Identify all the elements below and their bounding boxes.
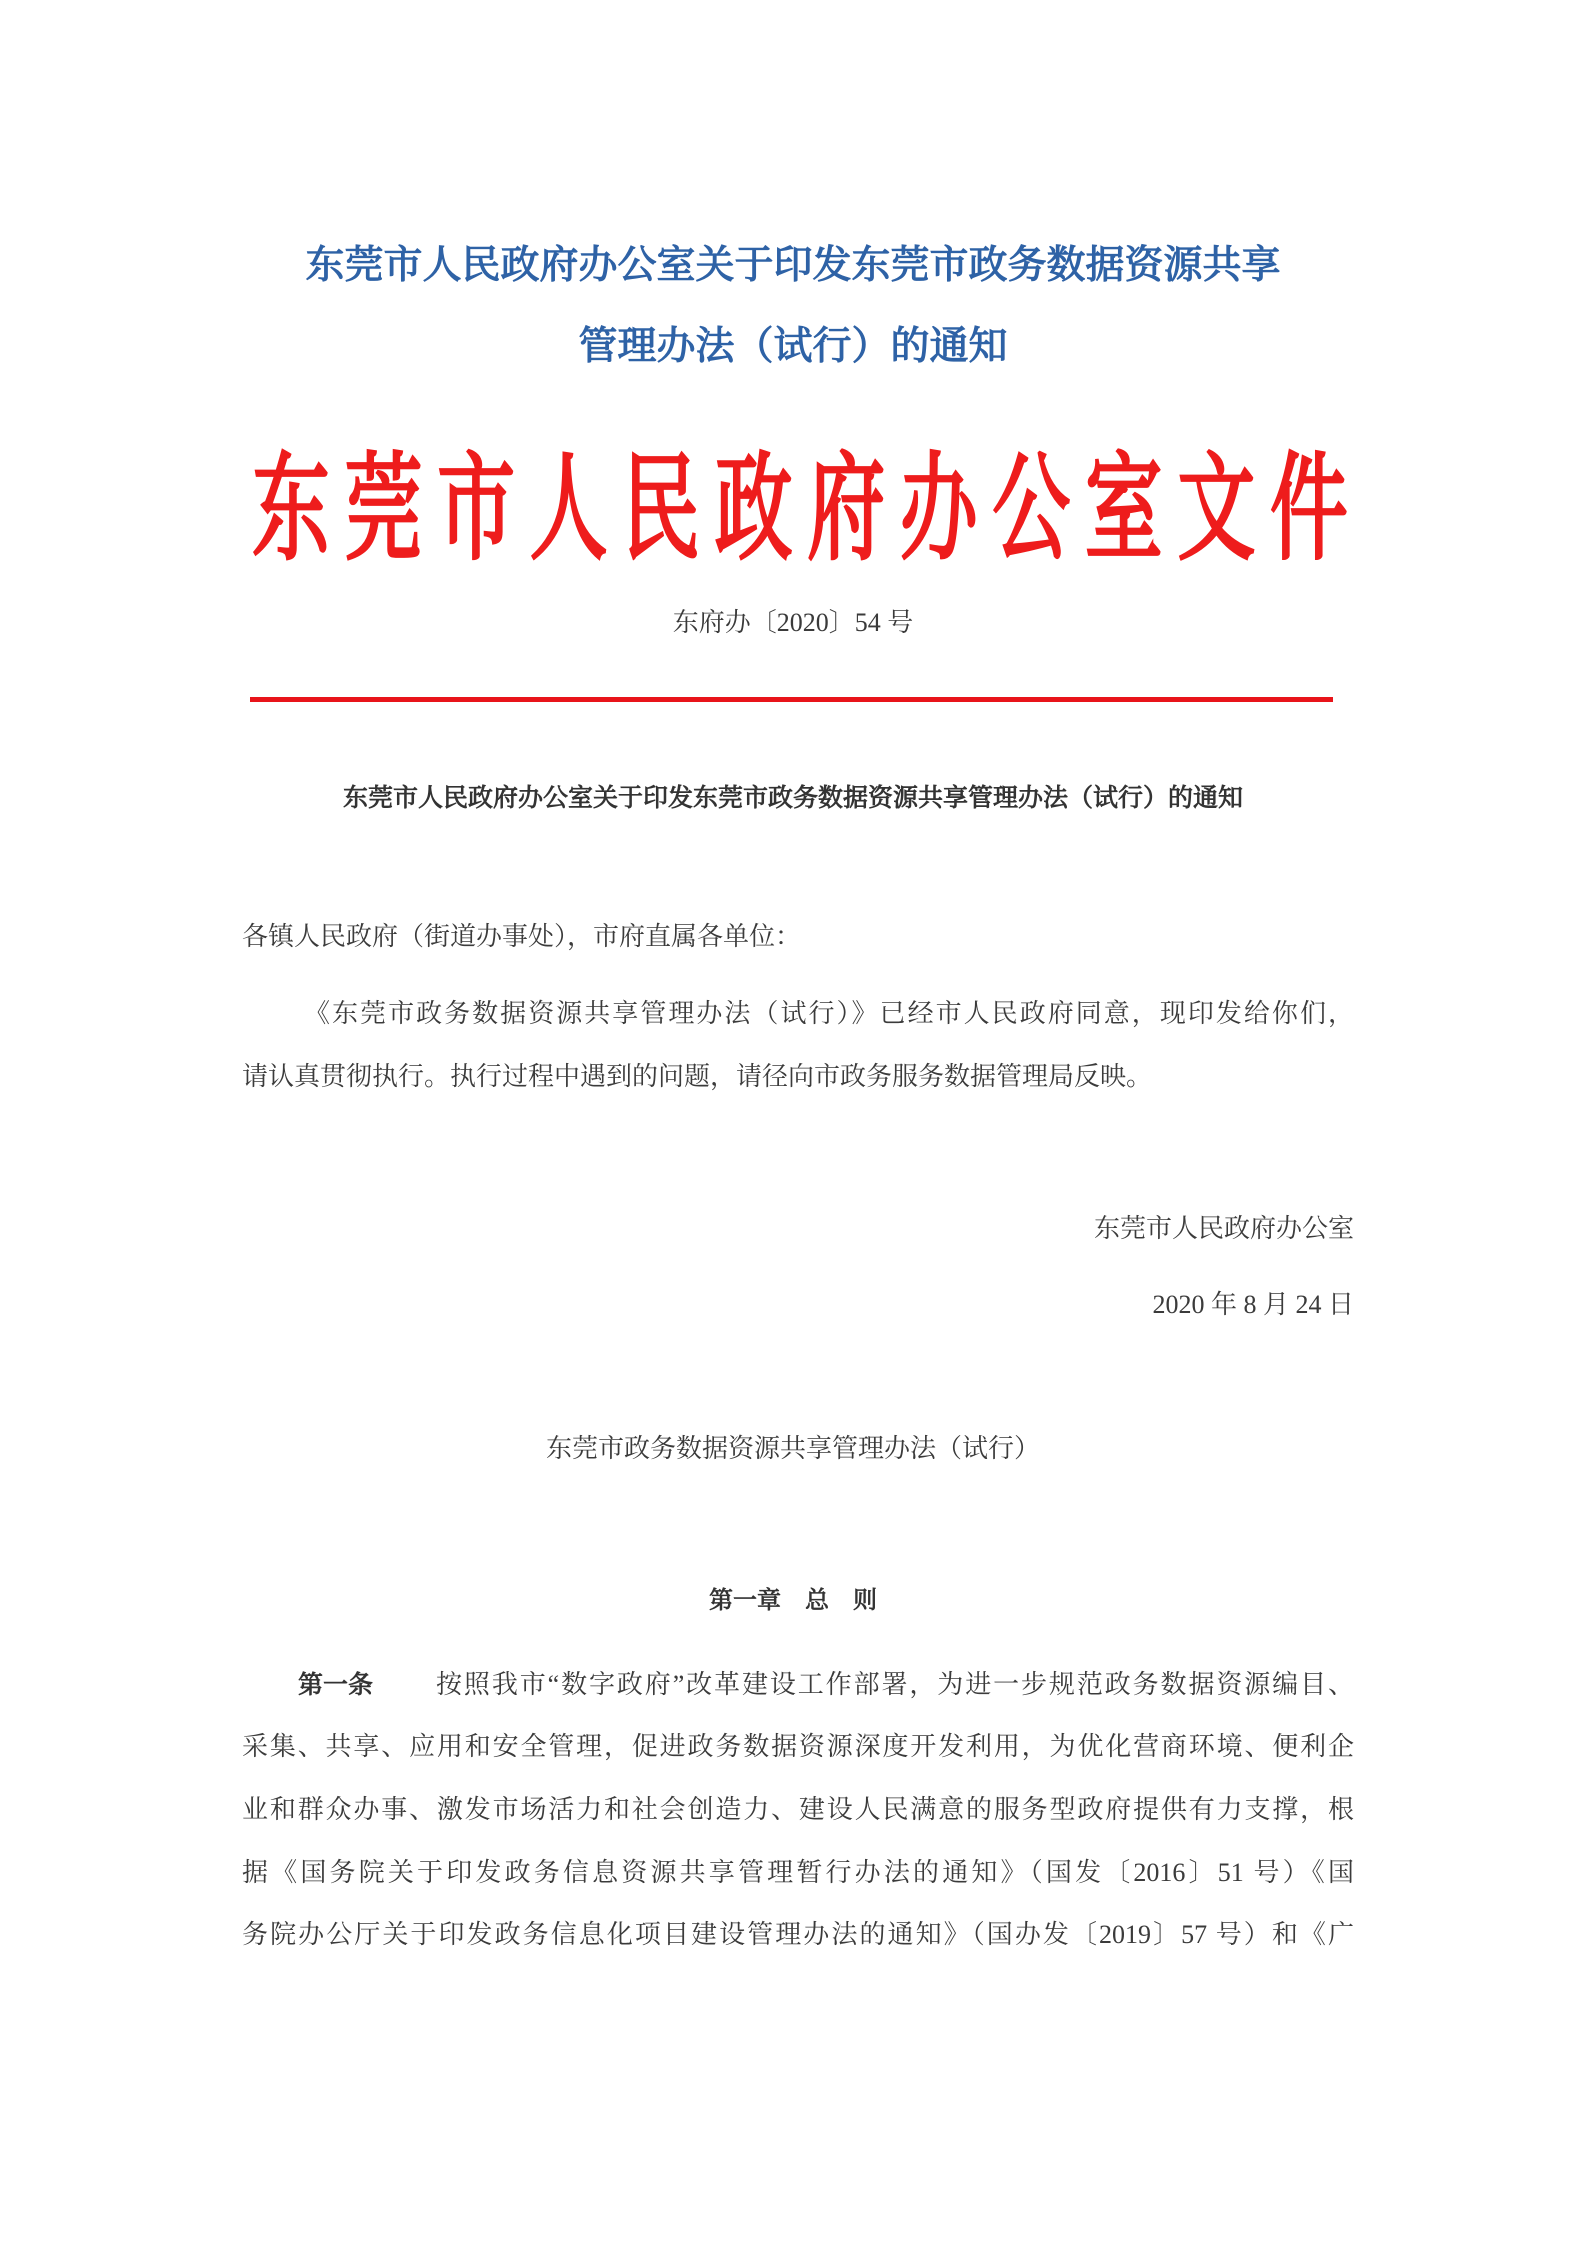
- date: 2020 年 8 月 24 日: [1152, 1290, 1354, 1319]
- red-divider-rule: [250, 697, 1333, 702]
- chapter-heading: 第一章 总 则: [709, 1586, 877, 1614]
- banner-char: 件: [1269, 441, 1348, 578]
- article-1-line: 采集、共享、应用和安全管理，促进政务数据资源深度开发利用，为优化营商环境、便利企: [242, 1732, 1354, 1761]
- page-title-line-2: 管理办法（试行）的通知: [578, 324, 1008, 369]
- signature: 东莞市人民政府办公室: [1093, 1214, 1354, 1243]
- banner-char: 府: [807, 441, 886, 578]
- banner-char: 办: [899, 441, 978, 578]
- banner-char: 人: [529, 441, 608, 578]
- banner-char: 莞: [344, 441, 423, 578]
- article-text: 按照我市“数字政府”改革建设工作部署，为进一步规范政务数据资源编目、: [436, 1670, 1354, 1699]
- article-1-line: 业和群众办事、激发市场活力和社会创造力、建设人民满意的服务型政府提供有力支撑，根: [242, 1795, 1354, 1824]
- letterhead-banner: [252, 441, 1348, 578]
- banner-char: 东: [252, 441, 331, 578]
- salutation: 各镇人民政府（街道办事处），市府直属各单位：: [242, 922, 802, 951]
- article-1-first-line: [242, 1667, 1354, 1703]
- banner-char: 政: [714, 441, 793, 578]
- document-number: 东府办〔2020〕54 号: [672, 608, 914, 637]
- banner-char: 室: [1084, 441, 1163, 578]
- measures-title: 东莞市政务数据资源共享管理办法（试行）: [545, 1434, 1040, 1464]
- page-title-line-1: 东莞市人民政府办公室关于印发东莞市政务数据资源共享: [305, 243, 1281, 288]
- body-paragraph-line-1: 《东莞市政务数据资源共享管理办法（试行）》已经市人民政府同意，现印发给你们，: [304, 999, 1354, 1028]
- body-paragraph-line-2: 请认真贯彻执行。执行过程中遇到的问题，请径向市政务服务数据管理局反映。: [242, 1062, 1153, 1091]
- banner-char: 民: [622, 441, 701, 578]
- article-1-line: 据《国务院关于印发政务信息资源共享管理暂行办法的通知》（国发〔2016〕51 号）《国: [242, 1858, 1354, 1887]
- notice-heading: 东莞市人民政府办公室关于印发东莞市政务数据资源共享管理办法（试行）的通知: [342, 783, 1243, 812]
- article-1-line: 务院办公厅关于印发政务信息化项目建设管理办法的通知》（国办发〔2019〕57 号）和《广: [242, 1920, 1354, 1949]
- banner-char: 市: [437, 441, 516, 578]
- article-label: 第一条: [298, 1670, 374, 1699]
- banner-char: 文: [1177, 441, 1256, 578]
- banner-char: 公: [992, 441, 1071, 578]
